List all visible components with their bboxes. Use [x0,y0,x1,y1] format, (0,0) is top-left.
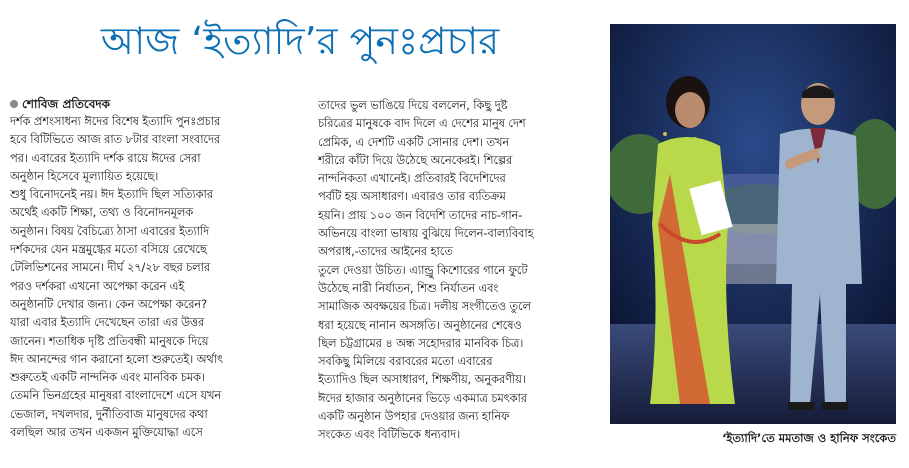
article-headline: আজ ‘ইত্যাদি’র পুনঃপ্রচার [100,19,500,63]
article-text-line: অপরাধ,-তাদের আইনের হাতে [318,244,453,259]
article-text-line: অনুষ্ঠান হিসেবে মূল্যায়িত হয়েছে। [10,168,159,183]
article-text-line: হবে বিটিভিতে আজ রাত ৮টার বাংলা সংবাদের [10,132,221,147]
article-text-line: তেমনি ভিনগ্রহের মানুষরা বাংলাদেশে এসে যখন [10,388,222,403]
article-text-line: একটি অনুষ্ঠান উপহার দেওয়ার জন্য হানিফ [318,409,510,424]
article-text-line: বলছিল আর তখন একজন মুক্তিযোদ্ধা এসে [10,425,203,440]
byline [10,96,110,112]
article-text-line: যারা এবার ইত্যাদি দেখেছেন তারা এর উত্তর [10,315,205,330]
article-text-line: দর্শকদের যেন মন্ত্রমুগ্ধের মতো বসিয়ে রেখেছে [10,242,207,257]
article-text-line: শুরুতেই একটি নান্দনিক এবং মানবিক চমক। [10,370,205,385]
article-text-line: অভিনয়ে বাংলা ভাষায় বুঝিয়ে দিলেন-বাল্যবিবাহ [318,226,534,241]
article-text-line: চরিত্রের মানুষকে বাদ দিলে এ দেশের মানুষ দেশ [318,116,526,131]
article-text-line: সংকেত এবং বিটিভিকে ধন্যবাদ। [318,427,461,442]
article-text-line: ঈদ আনন্দের গান করানো হলো শুরুতেই। অর্থাৎ [10,351,223,366]
article-text-line: উঠেছে নারী নির্যাতন, শিশু নির্যাতন এবং [318,280,499,295]
article-text-line: ইত্যাদিও ছিল অসাধারণ, শিক্ষণীয়, অনুকরণীয়। [318,372,526,387]
article-text-line: সামাজিক অবক্ষয়ের চিত্র। দলীয় সংগীতেও তুলে [318,299,531,314]
article-text-line: শরীরে কাঁটা দিয়ে উঠেছে অনেকেরই। শিল্পের [318,152,513,167]
article-text-line: ছিল চট্টগ্রামের ৪ অন্ধ সহোদরার মানবিক চিত্র। [318,335,524,350]
article-text-line: অর্থেই একটি শিক্ষা, তথ্য ও বিনোদনমূলক [10,205,194,220]
article-text-line: ধরা হয়েছে নানান অসঙ্গতি। অনুষ্ঠানের শেষেও [318,317,522,332]
article-text-line: ঈদের হাজার অনুষ্ঠানের ভিড়ে একমাত্র চমৎকার [318,390,527,405]
article-column-2 [318,96,610,444]
article-text-line: তুলে দেওয়া উচিত। এ্যান্ড্রু কিশোরের গানে ফুটে [318,262,528,277]
bullet-icon [10,100,18,108]
article-text-line: সবকিছু মিলিয়ে বরাবরের মতো এবারের [318,354,493,369]
article-text-line: অনুষ্ঠান। বিষয় বৈচিত্র্যে ঠাসা এবারের ইত্যাদি [10,223,210,238]
article-text-line: জানেন। শতাধিক দৃষ্টি প্রতিবন্ধী মানুষকে দিয়ে [10,333,209,348]
article-text-line: দর্শক প্রশংসাধন্য ঈদের বিশেষ ইত্যাদি পুনঃপ্রচার [10,114,221,128]
article-text-line: পরও দর্শকরা এখনো অপেক্ষা করেন এই [10,278,185,293]
event-stage-photo-icon [610,24,896,424]
article-text-line: টেলিভিশনের সামনে। দীর্ঘ ২৭/২৮ বছর চলার [10,260,211,275]
article-text-line: প্রেমিক, এ দেশটি একটি সোনার দেশ। তখন [318,134,510,149]
article-text-line: নান্দনিকতা এখানেই। প্রতিবারই বিদেশিদের [318,171,506,186]
article-text-line: অনুষ্ঠানটি দেখার জন্য। কেন অপেক্ষা করেন? [10,296,208,311]
article-text-line: ভেজাল, দখলদার, দুর্নীতিবাজ মানুষদের কথা [10,406,208,421]
byline-text: শোবিজ প্রতিবেদক [22,97,111,111]
article-text-line: তাদের ভুল ভাঙিয়ে দিয়ে বললেন, কিছু দুষ্ট [318,98,508,112]
photo-caption: ‘ইত্যাদি’তে মমতাজ ও হানিফ সংকেত [722,431,896,445]
article-text-line: পর্বটি হয় অসাধারণ। এবারও তার ব্যতিক্রম [318,189,506,204]
article-text-line: হয়নি। প্রায় ১০০ জন বিদেশি তাদের নাচ-গান- [318,207,523,222]
article-text-line: শুধু বিনোদনেই নয়। ঈদ ইত্যাদি ছিল সত্যিকার [10,187,213,202]
article-text-line: পর। এবারের ইত্যাদি দর্শক রায়ে ঈদের সেরা [10,150,201,165]
article-photo [610,24,896,424]
article-column-1 [10,112,302,441]
